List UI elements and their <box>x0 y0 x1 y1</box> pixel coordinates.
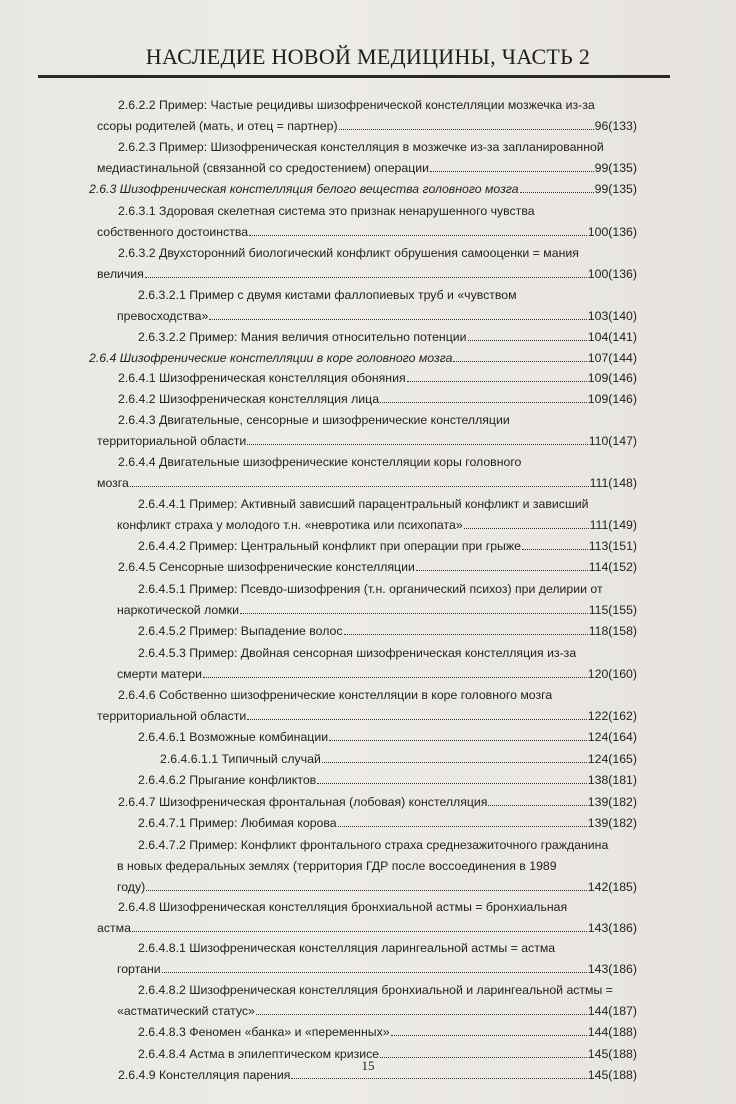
dot-leader <box>339 119 594 130</box>
toc-page-ref: 109(146) <box>587 392 637 406</box>
page-number: 15 <box>361 1058 375 1073</box>
toc-entry-text: 2.6.4.5.2 Пример: Выпадение волос <box>138 624 343 638</box>
toc-entry-text: смерти матери <box>117 667 202 681</box>
toc-entry-text: территориальной области <box>97 434 247 448</box>
toc-page-ref: 142(185) <box>587 880 637 894</box>
toc-entry-text: ссоры родителей (мать, и отец = партнер) <box>97 119 338 133</box>
dot-leader <box>146 880 587 891</box>
toc-page-ref: 96(133) <box>594 119 637 133</box>
toc-page-ref: 115(155) <box>588 603 637 617</box>
toc-entry-text: 2.6.4.6 Собственно шизофренические констелляции в коре головного мозга <box>118 688 553 702</box>
toc-entry-line <box>97 222 637 242</box>
toc-entry-text: 2.6.4.5 Сенсорные шизофренические констелляции <box>118 560 415 574</box>
toc-entry-line <box>138 1022 637 1042</box>
toc-page-ref: 124(165) <box>587 752 637 766</box>
toc-page-ref: 122(162) <box>587 709 637 723</box>
toc-entry-text: 2.6.3.2.2 Пример: Мания величия относительно потенции <box>138 330 467 344</box>
toc-entry-line <box>138 813 637 833</box>
toc-entry-text: конфликт страха у молодого т.н. «невротика или психопата» <box>117 518 463 532</box>
toc-page-ref: 113(151) <box>588 539 637 553</box>
dot-leader <box>322 752 587 763</box>
dot-leader <box>520 182 594 193</box>
toc-page-ref: 118(158) <box>588 624 637 638</box>
toc-entry-text: 2.6.4.8.1 Шизофреническая констелляция ларингеальной астмы = астма <box>138 941 556 955</box>
dot-leader <box>247 709 587 720</box>
toc-entry-text: 2.6.4.2 Шизофреническая констелляция лица <box>118 392 380 406</box>
toc-entry-text: наркотической ломки <box>117 603 239 617</box>
toc-entry-text: году) <box>117 880 146 894</box>
toc-entry-line <box>138 980 637 1000</box>
toc-entry-line <box>117 1001 637 1021</box>
toc-entry-line <box>97 158 637 178</box>
toc-entry-text: в новых федеральных землях (территория ГДР после воссоединения в 1989 <box>117 859 557 873</box>
toc-entry-line <box>138 835 637 855</box>
toc-entry-text: 2.6.4.8.2 Шизофреническая констелляция бронхиальной и ларингеальной астмы = <box>138 983 613 997</box>
toc-entry-line <box>138 621 637 641</box>
toc-entry-line <box>138 579 637 599</box>
toc-page-ref: 114(152) <box>588 560 637 574</box>
toc-page-ref: 145(188) <box>587 1068 637 1082</box>
toc-entry-line <box>97 706 637 726</box>
toc-entry-text: 2.6.4.3 Двигательные, сенсорные и шизофренические констелляции <box>118 413 510 427</box>
toc-entry-text: 2.6.3 Шизофреническая констелляция белого вещества головного мозга <box>89 182 519 196</box>
dot-leader <box>344 624 588 635</box>
toc-entry-text: 2.6.3.1 Здоровая скелетная система это признак ненарушенного чувства <box>118 204 535 218</box>
toc-page-ref: 145(188) <box>587 1047 637 1061</box>
dot-leader <box>130 476 589 487</box>
toc-entry-text: 2.6.4.6.1.1 Типичный случай <box>160 752 321 766</box>
toc-entry-text: превосходства» <box>117 309 209 323</box>
toc-entry-text: 2.6.4.4.1 Пример: Активный зависший парацентральный конфликт и зависший <box>138 497 589 511</box>
toc-entry-line <box>118 410 637 430</box>
toc-entry-line <box>117 515 637 535</box>
dot-leader <box>380 1047 587 1058</box>
toc-entry-line <box>118 389 637 409</box>
toc-entry-text: 2.6.4 Шизофренические констелляции в коре головного мозга <box>89 351 453 365</box>
toc-entry-line <box>89 179 637 199</box>
toc-entry-line <box>138 285 637 305</box>
toc-page-ref: 100(136) <box>587 225 637 239</box>
dot-leader <box>145 267 587 278</box>
dot-leader <box>329 730 587 741</box>
toc-entry-text: астма <box>97 921 131 935</box>
dot-leader <box>203 667 587 678</box>
toc-page-ref: 120(160) <box>587 667 637 681</box>
toc-entry-text: 2.6.4.4 Двигательные шизофренические констелляции коры головного <box>118 455 522 469</box>
dot-leader <box>162 962 587 973</box>
toc-entry-text: 2.6.3.2 Двухсторонний биологический конфликт обрушения самооценки = мания <box>118 246 579 260</box>
toc-entry-line <box>97 473 637 493</box>
dot-leader <box>391 1025 587 1036</box>
dot-leader <box>407 371 587 382</box>
toc-entry-text: мозга <box>97 476 129 490</box>
toc-entry-line <box>118 897 637 917</box>
toc-page-ref: 111(149) <box>589 518 637 532</box>
toc-page-ref: 138(181) <box>587 773 637 787</box>
toc-entry-line <box>118 95 637 115</box>
toc-page-ref: 111(148) <box>589 476 637 490</box>
toc-page-ref: 99(135) <box>594 182 637 196</box>
toc-entry-line <box>117 856 637 876</box>
toc-entry-text: величия <box>97 267 144 281</box>
toc-page-ref: 144(188) <box>587 1025 637 1039</box>
dot-leader <box>338 816 587 827</box>
toc-entry-line <box>160 749 637 769</box>
toc-entry-text: 2.6.4.8 Шизофреническая констелляция бронхиальной астмы = бронхиальная <box>118 900 568 914</box>
toc-entry-text: гортани <box>117 962 161 976</box>
toc-entry-line <box>117 600 637 620</box>
running-header-title: НАСЛЕДИЕ НОВОЙ МЕДИЦИНЫ, ЧАСТЬ 2 <box>145 44 591 69</box>
dot-leader <box>430 161 594 172</box>
dot-leader <box>468 330 587 341</box>
dot-leader <box>240 603 588 614</box>
toc-entry-text: собственного достоинства <box>97 225 249 239</box>
toc-entry-text: 2.6.4.6.1 Возможные комбинации <box>138 730 329 744</box>
dot-leader <box>209 309 586 320</box>
toc-entry-line <box>138 327 637 347</box>
toc-entry-line <box>117 664 637 684</box>
toc-entry-line <box>118 557 637 577</box>
dot-leader <box>453 351 586 362</box>
toc-entry-line <box>97 264 637 284</box>
toc-entry-line <box>97 116 637 136</box>
toc-entry-line <box>118 792 637 812</box>
toc-entry-line <box>118 368 637 388</box>
toc-page-ref: 100(136) <box>587 267 637 281</box>
toc-entry-text: 2.6.4.7.2 Пример: Конфликт фронтального страха среднезажиточного гражданина <box>138 838 609 852</box>
dot-leader <box>522 539 588 550</box>
toc-entry-text: «астматический статус» <box>117 1004 255 1018</box>
toc-entry-text: 2.6.4.9 Констелляция парения <box>118 1068 291 1082</box>
toc-entry-text: 2.6.4.7 Шизофреническая фронтальная (лобовая) констелляция <box>118 795 488 809</box>
toc-entry-text: 2.6.4.6.2 Прыгание конфликтов <box>138 773 317 787</box>
toc-entry-line <box>118 243 637 263</box>
toc-entry-text: 2.6.4.8.4 Астма в эпилептическом кризисе <box>138 1047 380 1061</box>
toc-entry-text: территориальной области <box>97 709 247 723</box>
dot-leader <box>256 1004 587 1015</box>
toc-entry-line <box>138 727 637 747</box>
toc-entry-line <box>138 536 637 556</box>
toc-entry-text: 2.6.4.5.3 Пример: Двойная сенсорная шизофреническая констелляция из-за <box>138 646 577 660</box>
toc-entry-line <box>117 877 637 897</box>
toc-page-ref: 139(182) <box>587 816 637 830</box>
toc-entry-text: 2.6.4.1 Шизофреническая констелляция обоняния <box>118 371 406 385</box>
toc-entry-line <box>117 959 637 979</box>
toc-entry-text: 2.6.4.4.2 Пример: Центральный конфликт при операции при грыже <box>138 539 521 553</box>
toc-page-ref: 143(186) <box>587 921 637 935</box>
dot-leader <box>317 773 587 784</box>
toc-entry-text: медиастинальной (связанной со средостением) операции <box>97 161 430 175</box>
toc-page-ref: 110(147) <box>588 434 637 448</box>
toc-entry-line <box>138 494 637 514</box>
dot-leader <box>247 434 587 445</box>
dot-leader <box>132 921 587 932</box>
toc-page-ref: 144(187) <box>587 1004 637 1018</box>
toc-entry-line <box>118 452 637 472</box>
toc-entry-line <box>89 348 637 368</box>
toc-entry-line <box>97 431 637 451</box>
toc-entry-text: 2.6.2.2 Пример: Частые рецидивы шизофренической констелляции мозжечка из-за <box>118 98 595 112</box>
toc-page-ref: 104(141) <box>587 330 637 344</box>
toc-page-ref: 109(146) <box>587 371 637 385</box>
toc-page-ref: 107(144) <box>587 351 637 365</box>
toc-page-ref: 143(186) <box>587 962 637 976</box>
toc-entry-text: 2.6.2.3 Пример: Шизофреническая констелляция в мозжечке из-за запланированной <box>118 140 604 154</box>
toc-page-ref: 124(164) <box>587 730 637 744</box>
dot-leader <box>488 795 586 806</box>
toc-entry-text: 2.6.3.2.1 Пример с двумя кистами фаллопиевых труб и «чувством <box>138 288 517 302</box>
toc-entry-line <box>138 643 637 663</box>
toc-page-ref: 139(182) <box>587 795 637 809</box>
dot-leader <box>416 560 588 571</box>
toc-entry-line <box>117 306 637 326</box>
toc-page-ref: 103(140) <box>587 309 637 323</box>
toc-entry-text: 2.6.4.5.1 Пример: Псевдо-шизофрения (т.н. органический психоз) при делирии от <box>138 582 603 596</box>
dot-leader <box>380 392 587 403</box>
dot-leader <box>464 518 589 529</box>
header-rule <box>38 75 670 78</box>
toc-entry-line <box>118 137 637 157</box>
toc-page-ref: 99(135) <box>594 161 637 175</box>
toc-entry-text: 2.6.4.7.1 Пример: Любимая корова <box>138 816 337 830</box>
toc-entry-line <box>138 770 637 790</box>
toc-entry-line <box>138 938 637 958</box>
toc-entry-line <box>97 918 637 938</box>
dot-leader <box>249 225 587 236</box>
toc-entry-text: 2.6.4.8.3 Феномен «банка» и «переменных» <box>138 1025 390 1039</box>
toc-entry-line <box>118 201 637 221</box>
toc-entry-line <box>118 685 637 705</box>
